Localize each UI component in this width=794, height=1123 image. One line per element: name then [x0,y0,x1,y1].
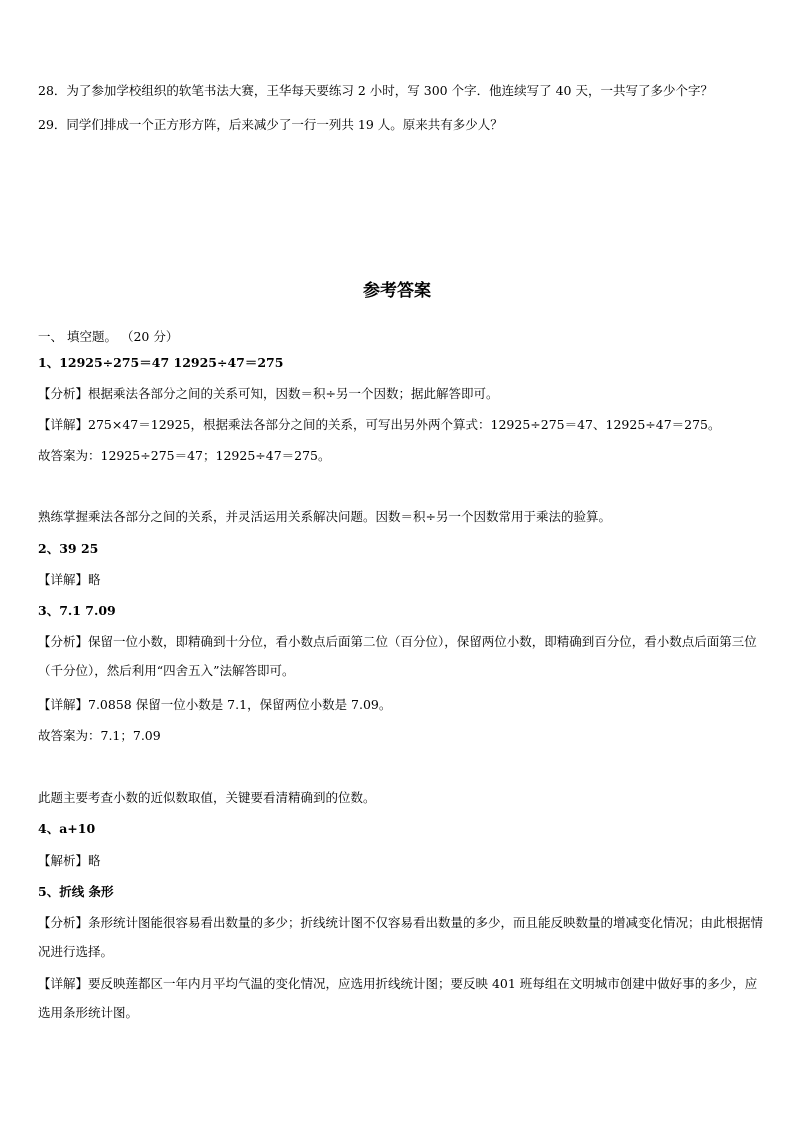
answer-2-detail: 【详解】略 [38,572,101,587]
answer-3-detail: 【详解】7.0858 保留一位小数是 7.1，保留两位小数是 7.09。 [38,697,392,712]
answer-4-detail: 【解析】略 [38,853,101,868]
answer-3-conclusion: 故答案为：7.1；7.09 [38,728,161,743]
answer-title: 参考答案 [363,281,431,301]
question-28: 28．为了参加学校组织的软笔书法大赛，王华每天要练习 2 小时，写 300 个字．他连续写了 40 天，一共写了多少个字？ [38,83,713,98]
answer-5: 5、折线 条形 [38,884,114,899]
answer-3-comment: 此题主要考查小数的近似数取值，关键要看清精确到的位数。 [38,790,376,805]
answer-5-detail: 【详解】要反映莲都区一年内月平均气温的变化情况，应选用折线统计图；要反映 401 班每组在文明城市创建中做好事的多少，应选用条形统计图。 [38,976,758,1020]
answer-1: 1、12925÷275＝47 12925÷47＝275 [38,355,284,370]
answer-3-analysis: 【分析】保留一位小数，即精确到十分位，看小数点后面第二位（百分位），保留两位小数，即精确到百分位，看小数点后面第三位（千分位），然后利用“四舍五入”法解答即可。 [38,634,757,678]
answer-1-comment: 熟练掌握乘法各部分之间的关系，并灵活运用关系解决问题。因数＝积÷另一个因数常用于乘法的验算。 [38,509,611,524]
question-29: 29．同学们排成一个正方形方阵，后来减少了一行一列共 19 人。原来共有多少人？ [38,117,503,132]
answer-4: 4、a+10 [38,821,96,836]
answer-5-analysis: 【分析】条形统计图能很容易看出数量的多少；折线统计图不仅容易看出数量的多少，而且能反映数量的增减变化情况；由此根据情况进行选择。 [38,915,764,959]
section-header: 一、 填空题。 （20 分） [38,329,179,344]
answer-2: 2、39 25 [38,541,99,556]
answer-3: 3、7.1 7.09 [38,603,116,618]
answer-1-analysis: 【分析】根据乘法各部分之间的关系可知，因数＝积÷另一个因数；据此解答即可。 [38,386,499,401]
answer-1-conclusion: 故答案为：12925÷275＝47；12925÷47＝275。 [38,448,331,463]
answer-1-detail: 【详解】275×47＝12925，根据乘法各部分之间的关系，可写出另外两个算式：12925÷275＝47、12925÷47＝275。 [38,417,721,432]
